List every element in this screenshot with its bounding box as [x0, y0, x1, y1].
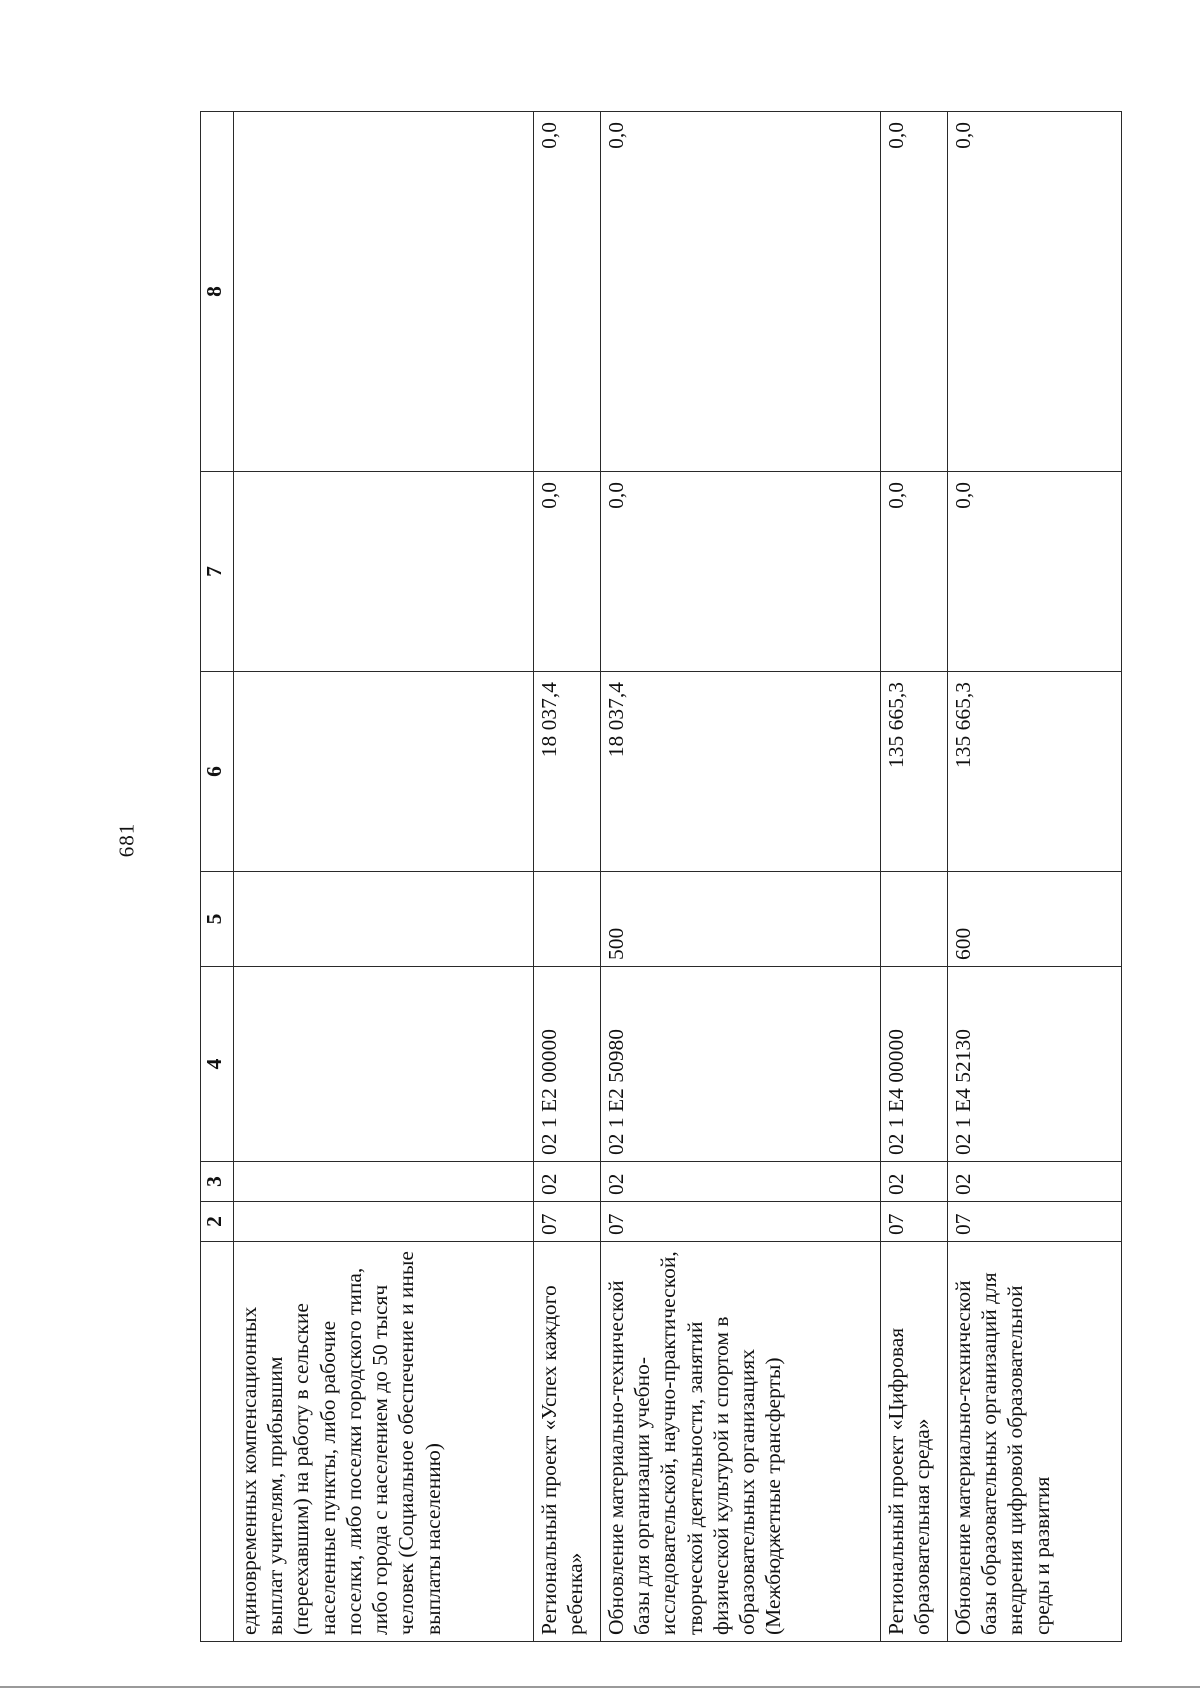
row-name: Обновление материально-технической базы образовательных организаций для внедрения цифровой образовательной среды и развития: [948, 1242, 1122, 1642]
cell-subsection: 02: [601, 1162, 881, 1202]
table-row: [881, 112, 948, 1642]
row-name: единовременных компенсационных выплат учителям, прибывшим (переехавшим) на работу в сельские населенные пункты, либо рабочие поселки, либо поселки городского типа, либо города с населением до 50 тысяч человек (Социальное обеспечение и иные выплаты населению): [234, 1242, 534, 1642]
cell-amount-8: 0,0: [534, 112, 601, 472]
cell-amount-7: 0,0: [534, 472, 601, 672]
row-name: Обновление материально-технической базы для организации учебно-исследовательской, научно-практической, творческой деятельности, занятий физической культурой и спортом в образовательных организациях (Межбюджетные трансферты): [601, 1242, 881, 1642]
cell-target-code: 02 1 E2 50980: [601, 967, 881, 1162]
cell-subsection: 02: [948, 1162, 1122, 1202]
cell-expense-type: 500: [601, 872, 881, 967]
cell-target-code: [234, 967, 534, 1162]
cell-amount-8: 0,0: [601, 112, 881, 472]
cell-section: 07: [948, 1202, 1122, 1242]
cell-section: 07: [881, 1202, 948, 1242]
table-header-row: [201, 112, 234, 1642]
table-row: [948, 112, 1122, 1642]
budget-table-rotated: [200, 112, 1120, 1642]
cell-amount-7: 0,0: [948, 472, 1122, 672]
cell-amount-6: [234, 672, 534, 872]
cell-amount-6: 18 037,4: [534, 672, 601, 872]
cell-amount-8: [234, 112, 534, 472]
page-number: 681: [114, 822, 139, 858]
cell-amount-6: 18 037,4: [601, 672, 881, 872]
column-header-8: 8: [201, 112, 234, 472]
column-header-6: 6: [201, 672, 234, 872]
column-header-2: 2: [201, 1202, 234, 1242]
cell-expense-type: [234, 872, 534, 967]
cell-expense-type: 600: [948, 872, 1122, 967]
cell-amount-7: [234, 472, 534, 672]
column-header-4: 4: [201, 967, 234, 1162]
cell-amount-8: 0,0: [948, 112, 1122, 472]
cell-subsection: 02: [881, 1162, 948, 1202]
cell-expense-type: [881, 872, 948, 967]
column-header-1: [201, 1242, 234, 1642]
column-header-7: 7: [201, 472, 234, 672]
cell-target-code: 02 1 E4 52130: [948, 967, 1122, 1162]
cell-amount-6: 135 665,3: [881, 672, 948, 872]
cell-section: 07: [601, 1202, 881, 1242]
table-row: [234, 112, 534, 1642]
cell-expense-type: [534, 872, 601, 967]
cell-section: [234, 1202, 534, 1242]
row-name: Региональный проект «Цифровая образовательная среда»: [881, 1242, 948, 1642]
scan-bottom-edge: [0, 1686, 1200, 1688]
table-row: [601, 112, 881, 1642]
cell-subsection: 02: [534, 1162, 601, 1202]
cell-subsection: [234, 1162, 534, 1202]
cell-amount-7: 0,0: [601, 472, 881, 672]
table-row: [534, 112, 601, 1642]
column-header-3: 3: [201, 1162, 234, 1202]
row-name: Региональный проект «Успех каждого ребенка»: [534, 1242, 601, 1642]
cell-amount-8: 0,0: [881, 112, 948, 472]
cell-amount-7: 0,0: [881, 472, 948, 672]
cell-amount-6: 135 665,3: [948, 672, 1122, 872]
cell-section: 07: [534, 1202, 601, 1242]
cell-target-code: 02 1 E2 00000: [534, 967, 601, 1162]
column-header-5: 5: [201, 872, 234, 967]
cell-target-code: 02 1 E4 00000: [881, 967, 948, 1162]
budget-table: [200, 111, 1122, 1642]
